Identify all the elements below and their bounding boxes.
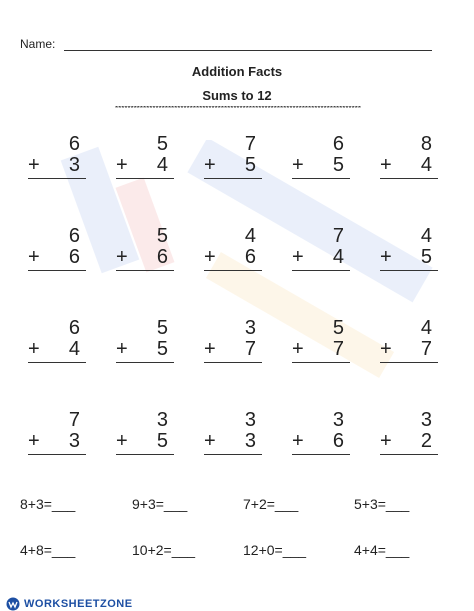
addition-problem	[380, 318, 438, 360]
addition-problem	[116, 226, 174, 268]
addend-bottom: 7	[244, 338, 256, 360]
horizontal-problem: 12+0=___	[243, 542, 307, 558]
plus-sign: +	[292, 430, 304, 452]
answer-line	[28, 270, 86, 271]
addend-top: 5	[156, 133, 168, 155]
addend-top: 6	[68, 225, 80, 247]
answer-line	[292, 454, 350, 455]
answer-line	[28, 178, 86, 179]
addend-top: 7	[332, 225, 344, 247]
addition-problem	[292, 134, 350, 176]
addend-top: 4	[420, 317, 432, 339]
plus-sign: +	[380, 154, 392, 176]
answer-line	[28, 362, 86, 363]
plus-sign: +	[292, 246, 304, 268]
addend-bottom: 2	[420, 430, 432, 452]
addition-problem	[204, 410, 262, 452]
answer-line	[292, 270, 350, 271]
addition-problem	[292, 410, 350, 452]
answer-line	[204, 362, 262, 363]
answer-line	[116, 270, 174, 271]
addend-bottom: 3	[68, 154, 80, 176]
plus-sign: +	[116, 338, 128, 360]
plus-sign: +	[204, 430, 216, 452]
addition-problem	[28, 134, 86, 176]
answer-line	[204, 454, 262, 455]
footer-brand: WORKSHEETZONE	[24, 598, 133, 610]
plus-sign: +	[380, 430, 392, 452]
plus-sign: +	[28, 246, 40, 268]
addend-top: 3	[332, 409, 344, 431]
horizontal-problem: 4+8=___	[20, 542, 76, 558]
addend-top: 6	[68, 133, 80, 155]
addition-problem	[28, 410, 86, 452]
plus-sign: +	[204, 338, 216, 360]
addition-problem	[380, 134, 438, 176]
answer-line	[116, 454, 174, 455]
plus-sign: +	[116, 154, 128, 176]
addend-top: 5	[332, 317, 344, 339]
plus-sign: +	[380, 246, 392, 268]
addend-top: 3	[244, 409, 256, 431]
plus-sign: +	[28, 430, 40, 452]
addend-top: 4	[244, 225, 256, 247]
addend-bottom: 3	[68, 430, 80, 452]
worksheet-subtitle: Sums to 12	[202, 88, 272, 103]
plus-sign: +	[116, 430, 128, 452]
addition-problem	[292, 226, 350, 268]
answer-line	[380, 178, 438, 179]
addend-top: 6	[68, 317, 80, 339]
addition-problem	[204, 134, 262, 176]
addend-top: 5	[156, 317, 168, 339]
worksheetzone-logo-icon	[6, 597, 20, 611]
star-divider: *******************************************************************************	[115, 106, 361, 112]
answer-line	[380, 270, 438, 271]
worksheet-title: Addition Facts	[191, 64, 283, 79]
answer-line	[380, 362, 438, 363]
addend-top: 3	[156, 409, 168, 431]
name-label: Name:	[20, 37, 56, 51]
addend-bottom: 5	[156, 430, 168, 452]
addition-problem	[116, 410, 174, 452]
plus-sign: +	[204, 154, 216, 176]
addend-top: 7	[68, 409, 80, 431]
addend-bottom: 5	[244, 154, 256, 176]
horizontal-problem: 5+3=___	[354, 496, 410, 512]
addend-bottom: 5	[156, 338, 168, 360]
addend-top: 4	[420, 225, 432, 247]
plus-sign: +	[292, 154, 304, 176]
horizontal-problem: 9+3=___	[132, 496, 188, 512]
addend-top: 7	[244, 133, 256, 155]
horizontal-problem: 4+4=___	[354, 542, 410, 558]
addend-bottom: 7	[332, 338, 344, 360]
addend-top: 3	[244, 317, 256, 339]
answer-line	[292, 178, 350, 179]
addend-bottom: 4	[332, 246, 344, 268]
addend-bottom: 4	[156, 154, 168, 176]
plus-sign: +	[28, 154, 40, 176]
name-line	[64, 50, 432, 51]
addend-bottom: 4	[68, 338, 80, 360]
plus-sign: +	[380, 338, 392, 360]
addition-problem	[116, 318, 174, 360]
addition-problem	[292, 318, 350, 360]
addend-bottom: 7	[420, 338, 432, 360]
addend-top: 8	[420, 133, 432, 155]
plus-sign: +	[292, 338, 304, 360]
answer-line	[204, 178, 262, 179]
answer-line	[292, 362, 350, 363]
addend-bottom: 6	[156, 246, 168, 268]
addend-top: 3	[420, 409, 432, 431]
addition-problem	[204, 318, 262, 360]
addend-bottom: 3	[244, 430, 256, 452]
plus-sign: +	[204, 246, 216, 268]
addition-problem	[116, 134, 174, 176]
addend-bottom: 6	[244, 246, 256, 268]
plus-sign: +	[28, 338, 40, 360]
addend-top: 5	[156, 225, 168, 247]
answer-line	[380, 454, 438, 455]
addend-bottom: 6	[332, 430, 344, 452]
addend-bottom: 5	[420, 246, 432, 268]
horizontal-problem: 10+2=___	[132, 542, 196, 558]
answer-line	[116, 362, 174, 363]
plus-sign: +	[116, 246, 128, 268]
horizontal-problem: 7+2=___	[243, 496, 299, 512]
addend-bottom: 6	[68, 246, 80, 268]
addition-problem	[28, 226, 86, 268]
answer-line	[204, 270, 262, 271]
addend-bottom: 5	[332, 154, 344, 176]
horizontal-problem: 8+3=___	[20, 496, 76, 512]
addition-problem	[380, 410, 438, 452]
addend-top: 6	[332, 133, 344, 155]
addition-problem	[380, 226, 438, 268]
addend-bottom: 4	[420, 154, 432, 176]
answer-line	[116, 178, 174, 179]
addition-problem	[204, 226, 262, 268]
answer-line	[28, 454, 86, 455]
addition-problem	[28, 318, 86, 360]
